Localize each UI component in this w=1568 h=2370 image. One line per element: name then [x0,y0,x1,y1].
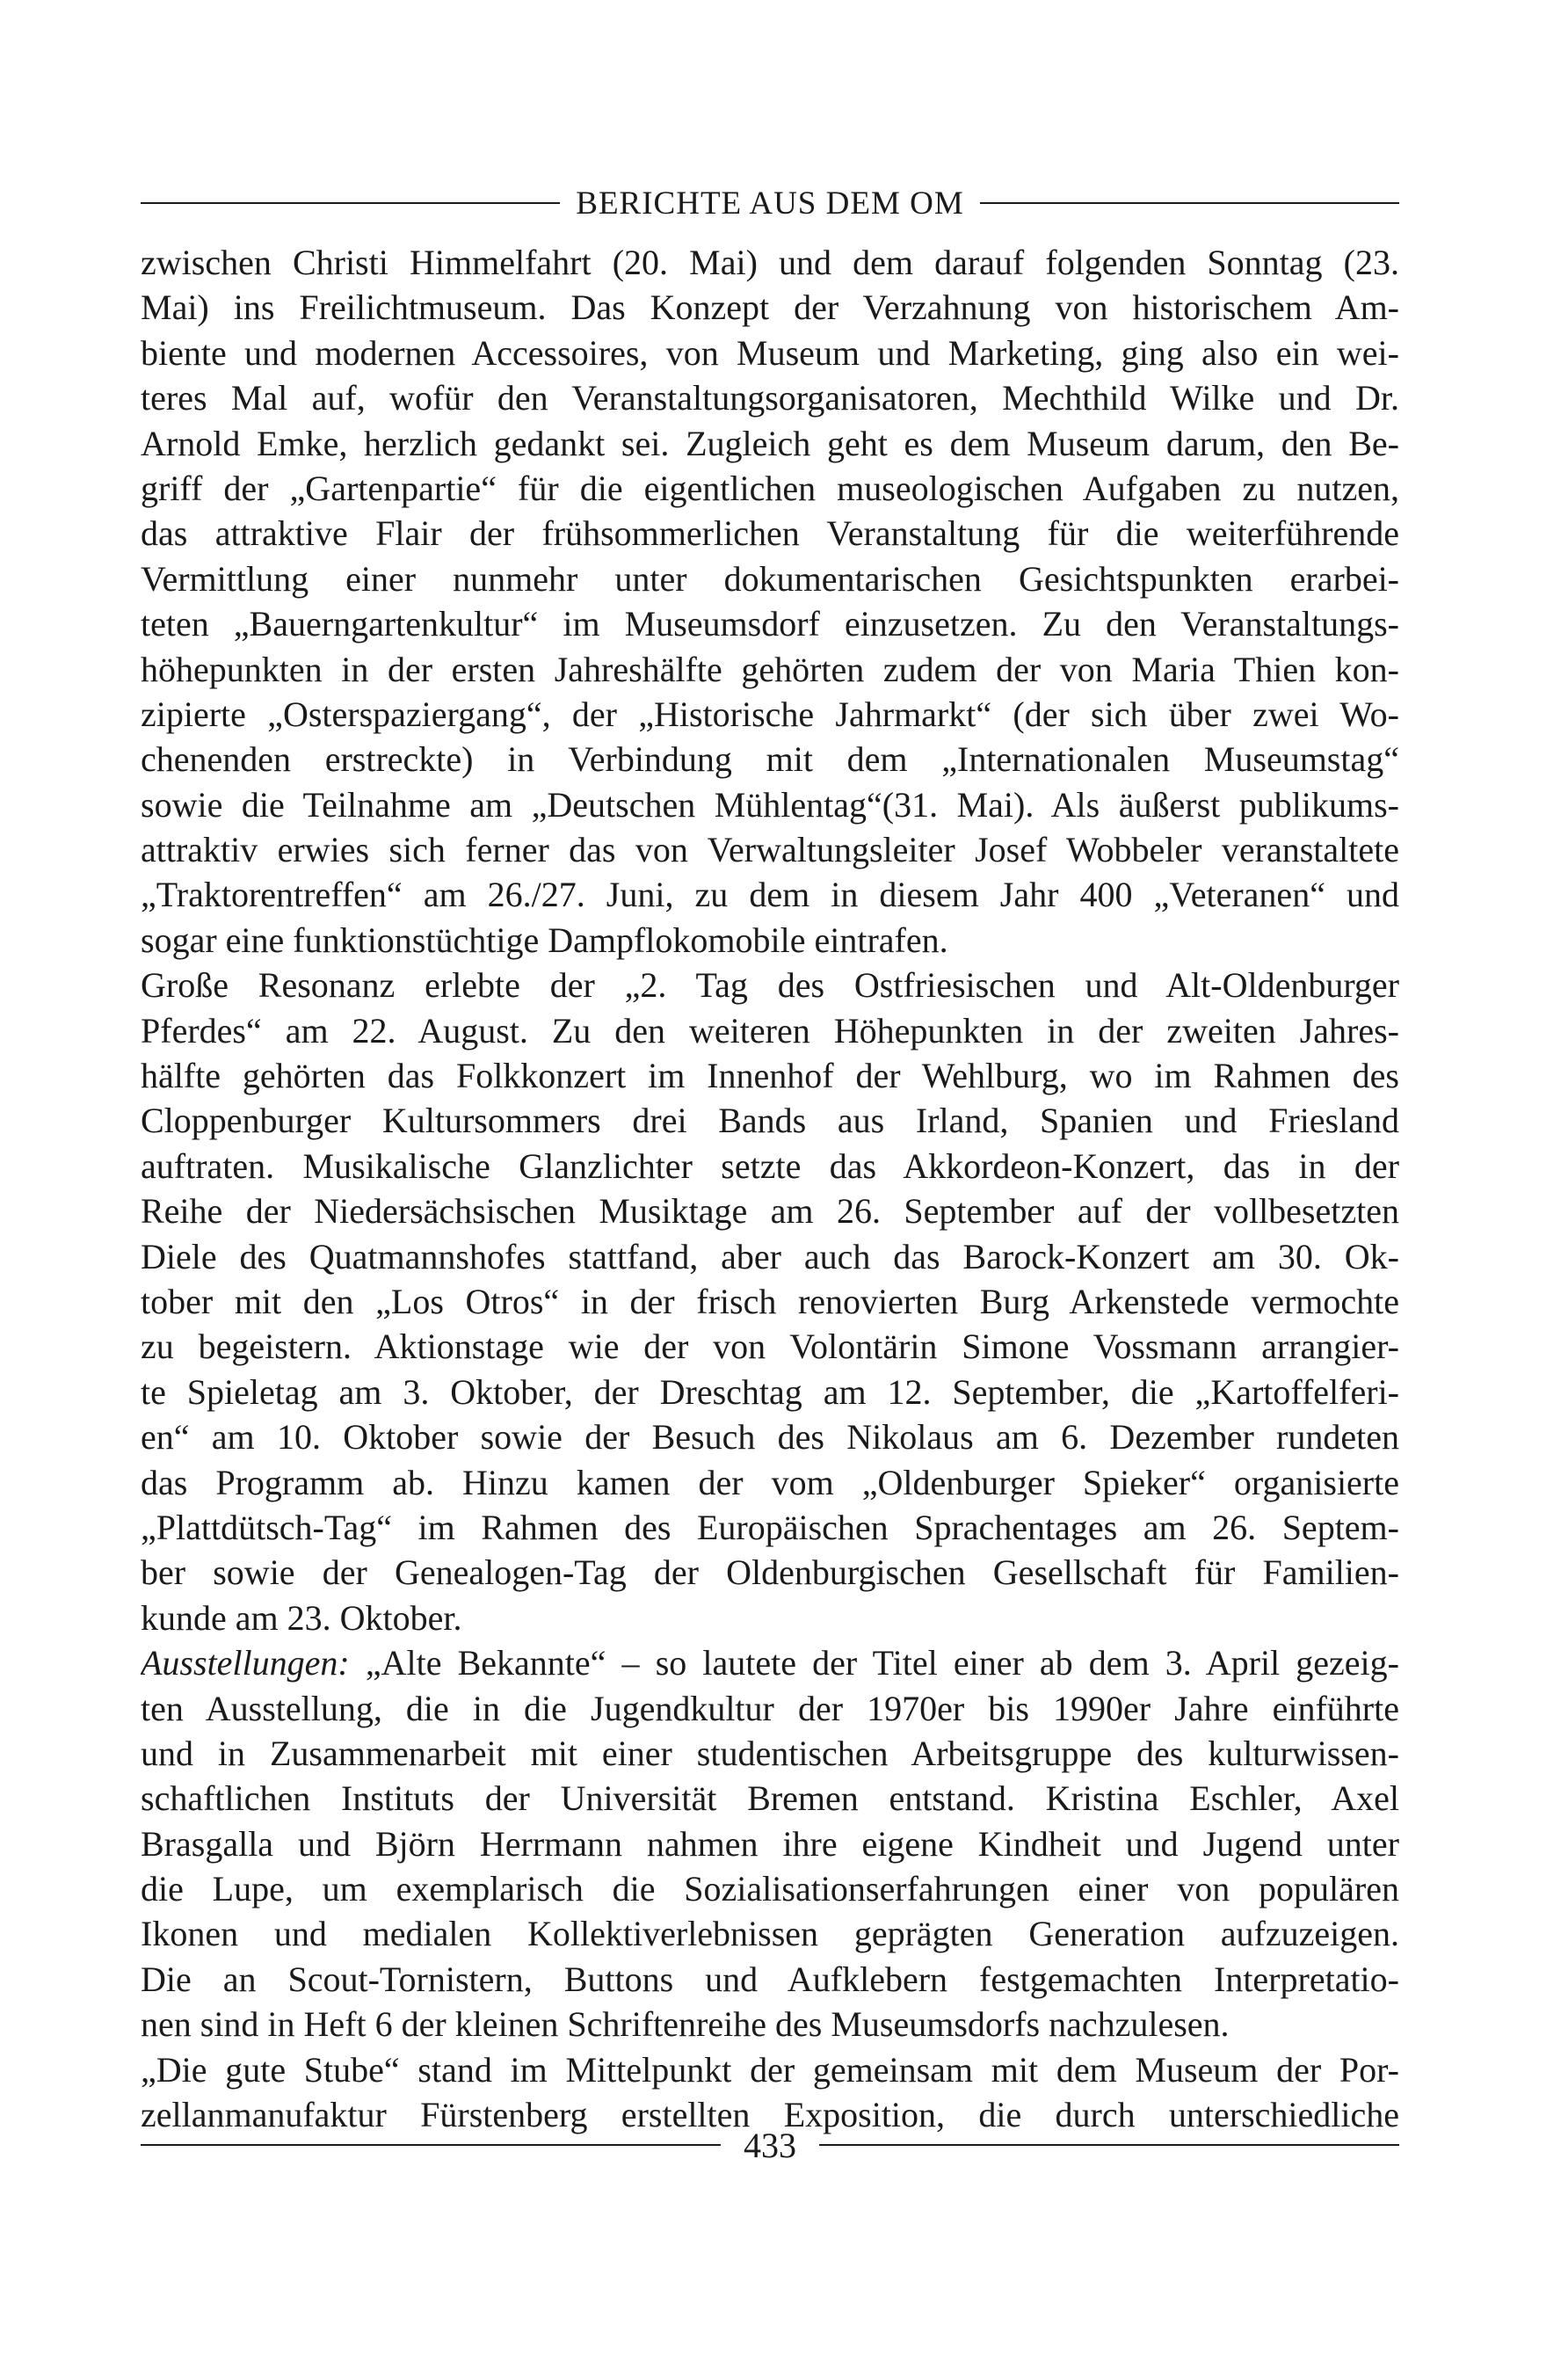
text-line-content: Cloppenburger Kultursommers drei Bands aus Irland, Spanien und Friesland [141,1101,1399,1141]
running-header-title: BERICHTE AUS DEM OM [576,185,964,222]
header-rule-left [141,202,560,204]
page-number: 433 [744,2125,796,2165]
text-line [141,331,1399,375]
text-line-content: auftraten. Musikalische Glanzlichter setzte das Akkordeon-Konzert, das in der [141,1145,1399,1186]
text-line-content: „Traktorentreffen“ am 26./27. Juni, zu dem in diesem Jahr 400 „Veteranen“ und [141,875,1399,915]
text-line-content: tober mit den „Los Otros“ in der frisch renovierten Burg Arkenstede vermochte [141,1281,1399,1321]
text-line-content: Arnold Emke, herzlich gedankt sei. Zugleich geht es dem Museum darum, den Be- [141,423,1399,463]
text-line [141,692,1399,737]
text-line [141,1144,1399,1189]
text-line-content: zu begeistern. Aktionstage wie der von Volontärin Simone Vossmann arrangier- [141,1327,1399,1367]
text-line-content: en“ am 10. Oktober sowie der Besuch des Nikolaus am 6. Dezember rundeten [141,1417,1399,1458]
text-line [141,1053,1399,1098]
text-line-content: Große Resonanz erlebte der „2. Tag des Ostfriesischen und Alt-Oldenburger [141,965,1399,1006]
text-line-content: ber sowie der Genealogen-Tag der Oldenburgischen Gesellschaft für Familien- [141,1552,1399,1593]
text-line [141,1008,1399,1053]
text-line-content: „Die gute Stube“ stand im Mittelpunkt der gemeinsam mit dem Museum der Por- [141,2049,1399,2090]
text-line [141,827,1399,872]
text-line [141,872,1399,917]
text-line [141,1957,1399,2002]
page-footer [141,2120,1399,2170]
text-line [141,1776,1399,1821]
text-line [141,285,1399,330]
text-line-content: die Lupe, um exemplarisch die Sozialisationserfahrungen einer von populären [141,1869,1399,1909]
text-line-content: teten „Bauerngartenkultur“ im Museumsdorf einzusetzen. Zu den Veranstaltungs- [141,604,1399,644]
text-line-content: Pferdes“ am 22. August. Zu den weiteren Höhepunkten in der zweiten Jahres- [141,1010,1399,1051]
text-line [141,556,1399,601]
text-line [141,737,1399,782]
text-line-content: kunde am 23. Oktober. [141,1597,462,1638]
text-line [141,375,1399,420]
text-line [141,1686,1399,1731]
text-line [141,421,1399,466]
text-line [141,647,1399,692]
text-line [141,782,1399,827]
text-line [141,1911,1399,1956]
text-line [141,2002,1399,2046]
text-line-content: und in Zusammenarbeit mit einer studentischen Arbeitsgruppe des kulturwissen- [141,1733,1399,1773]
text-line-content: Vermittlung einer nunmehr unter dokumentarischen Gesichtspunkten erarbei- [141,558,1399,599]
text-line-content: nen sind in Heft 6 der kleinen Schriftenreihe des Museumsdorfs nachzulesen. [141,2004,1230,2045]
text-line [141,1324,1399,1369]
section-label: Ausstellungen: [141,1643,350,1683]
text-line [141,963,1399,1007]
text-line [141,1098,1399,1143]
text-line-content: hälfte gehörten das Folkkonzert im Innenhof der Wehlburg, wo im Rahmen des [141,1056,1399,1096]
text-line [141,1550,1399,1595]
text-line-content: höhepunkten in der ersten Jahreshälfte gehörten zudem der von Maria Thien kon- [141,649,1399,689]
text-line-content: „Plattdütsch-Tag“ im Rahmen des Europäischen Sprachentages am 26. Septem- [141,1507,1399,1547]
text-line [141,1234,1399,1279]
text-line [141,601,1399,646]
text-line-content: sogar eine funktionstüchtige Dampflokomobile eintrafen. [141,920,948,960]
text-line-content: Die an Scout-Tornistern, Buttons und Aufklebern festgemachten Interpretatio- [141,1959,1399,1999]
text-line-content: Brasgalla und Björn Herrmann nahmen ihre eigene Kindheit und Jugend unter [141,1823,1399,1864]
header-rule-right [980,202,1399,204]
text-line [141,511,1399,556]
text-line-content: Reihe der Niedersächsischen Musiktage am 26. September auf der vollbesetzten [141,1191,1399,1232]
text-line [141,918,1399,963]
text-line-content: te Spieletag am 3. Oktober, der Dreschtag am 12. September, die „Kartoffelferi- [141,1371,1399,1412]
text-line [141,1640,1399,1685]
text-line-content: schaftlichen Instituts der Universität Bremen entstand. Kristina Eschler, Axel [141,1778,1399,1819]
text-line-content: Ikonen und medialen Kollektiverlebnissen geprägten Generation aufzuzeigen. [141,1914,1399,1954]
text-line-content: teres Mal auf, wofür den Veranstaltungsorganisatoren, Mechthild Wilke und Dr. [141,378,1399,418]
text-line [141,2047,1399,2092]
text-line-content: attraktiv erwies sich ferner das von Verwaltungsleiter Josef Wobbeler veranstaltete [141,830,1399,870]
text-line [141,1460,1399,1505]
text-line [141,1279,1399,1324]
text-line [141,1370,1399,1414]
text-line-content: das attraktive Flair der frühsommerlichen Veranstaltung für die weiterführende [141,513,1399,554]
text-line-content: griff der „Gartenpartie“ für die eigentlichen museologischen Aufgaben zu nutzen, [141,468,1399,508]
text-line [141,1866,1399,1911]
text-line [141,1189,1399,1233]
running-header [141,181,1399,225]
text-line [141,1596,1399,1640]
text-line-content: ten Ausstellung, die in die Jugendkultur der 1970er bis 1990er Jahre einführte [141,1688,1399,1728]
text-line-content: zipierte „Osterspaziergang“, der „Historische Jahrmarkt“ (der sich über zwei Wo- [141,694,1399,734]
body-text [141,240,1399,2137]
footer-rule-left [141,2144,721,2146]
text-line-content: chenenden erstreckte) in Verbindung mit dem „Internationalen Museumstag“ [141,739,1399,780]
text-line-content: biente und modernen Accessoires, von Museum und Marketing, ging also ein wei- [141,332,1399,373]
text-line [141,1731,1399,1776]
text-line-content: zwischen Christi Himmelfahrt (20. Mai) und dem darauf folgenden Sonntag (23. [141,243,1399,282]
text-line-content: zellanmanufaktur Fürstenberg erstellten Exposition, die durch unterschiedliche [141,2095,1399,2135]
text-line [141,1414,1399,1459]
text-line-content: Mai) ins Freilichtmuseum. Das Konzept der Verzahnung von historischem Am- [141,287,1399,328]
text-line [141,1821,1399,1866]
text-line [141,240,1399,285]
footer-rule-right [819,2144,1399,2146]
text-line [141,1505,1399,1550]
text-line-content: sowie die Teilnahme am „Deutschen Mühlentag“(31. Mai). Als äußerst publikums- [141,784,1399,825]
text-line-content: Diele des Quatmannshofes stattfand, aber auch das Barock-Konzert am 30. Ok- [141,1236,1399,1276]
text-line-content: „Alte Bekannte“ – so lautete der Titel einer ab dem 3. April gezeig- [349,1643,1399,1683]
text-line-content: das Programm ab. Hinzu kamen der vom „Oldenburger Spieker“ organisierte [141,1462,1399,1502]
text-line [141,466,1399,511]
